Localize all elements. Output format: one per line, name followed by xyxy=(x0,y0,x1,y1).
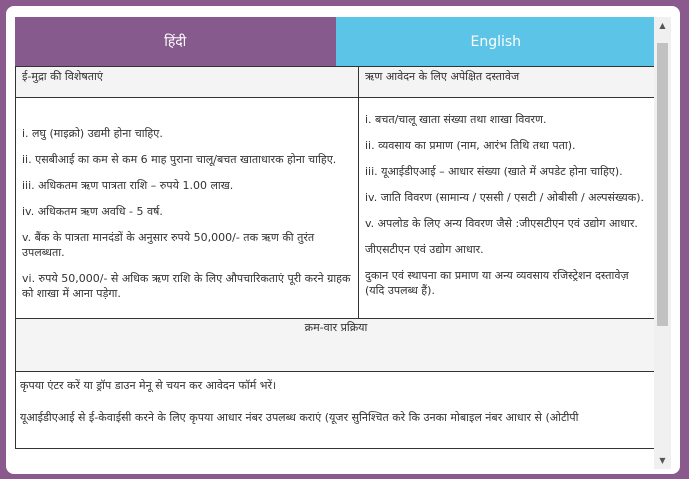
table-body-row xyxy=(16,98,657,319)
feature-item: ii. एसबीआई का कम से कम 6 माह पुराना चालू/बचत खाताधारक होना चाहिए. xyxy=(22,153,337,166)
document-item: i. बचत/चालू खाता संख्या तथा शाखा विवरण. xyxy=(365,113,547,126)
process-body-row xyxy=(16,372,657,449)
process-header-row xyxy=(16,319,657,372)
documents-cell xyxy=(359,98,657,319)
process-steps xyxy=(16,372,657,449)
scroll-thumb[interactable] xyxy=(657,43,668,326)
modal-dialog xyxy=(6,6,680,474)
modal-content xyxy=(15,17,656,469)
tab-english[interactable]: English xyxy=(336,17,657,66)
table-header-row xyxy=(16,67,657,98)
document-item: iii. यूआईडीएआई – आधार संख्या (खाते में अपडेट होना चाहिए). xyxy=(365,165,623,178)
scroll-up-icon[interactable]: ▲ xyxy=(659,21,666,30)
process-header: क्रम-वार प्रक्रिया xyxy=(16,319,657,372)
document-item: जीएसटीएन एवं उद्योग आधार. xyxy=(365,243,484,256)
info-table xyxy=(15,66,656,449)
feature-item: i. लघु (माइक्रो) उद्यमी होना चाहिए. xyxy=(22,127,163,140)
scroll-down-icon[interactable]: ▼ xyxy=(659,456,666,465)
process-step: कृपया एंटर करें या ड्रॉप डाउन मेनू से चयन कर आवेदन फॉर्म भरें। xyxy=(20,379,277,392)
process-step: यूआईडीएआई से ई-केवाईसी करने के लिए कृपया आधार नंबर उपलब्ध कराएं (यूजर सुनिश्चित करे कि उनका मोबाइल नंबर आधार से (ओटीपी xyxy=(20,411,579,424)
features-cell xyxy=(16,98,359,319)
document-item: ii. व्यवसाय का प्रमाण (नाम, आरंभ तिथि तथा पता). xyxy=(365,139,576,152)
tab-hindi[interactable]: हिंदी xyxy=(15,17,336,66)
document-item: दुकान एवं स्थापना का प्रमाण या अन्य व्यवसाय रजिस्ट्रेशन दस्तावेज़ (यदि उपलब्ध हैं). xyxy=(365,269,629,297)
vertical-scrollbar[interactable] xyxy=(654,17,671,469)
document-item: v. अपलोड के लिए अन्य विवरण जैसे :जीएसटीएन एवं उद्योग आधार. xyxy=(365,217,638,230)
feature-item: vi. रुपये 50,000/- से अधिक ऋण राशि के लिए औपचारिकताएं पूरी करने ग्राहक को शाखा में आना पड़ेगा. xyxy=(22,272,351,300)
features-header: ई-मुद्रा की विशेषताएं xyxy=(16,67,359,98)
documents-header: ऋण आवेदन के लिए अपेक्षित दस्तावेज xyxy=(359,67,657,98)
language-tabs xyxy=(15,17,656,66)
feature-item: v. बैंक के पात्रता मानदंडों के अनुसार रुपये 50,000/- तक ऋण की तुरंत उपलब्धता. xyxy=(22,231,315,259)
document-item: iv. जाति विवरण (सामान्य / एससी / एसटी / ओबीसी / अल्पसंख्यक). xyxy=(365,191,645,204)
feature-item: iv. अधिकतम ऋण अवधि - 5 वर्ष. xyxy=(22,205,163,218)
feature-item: iii. अधिकतम ऋण पात्रता राशि – रुपये 1.00 लाख. xyxy=(22,179,234,192)
